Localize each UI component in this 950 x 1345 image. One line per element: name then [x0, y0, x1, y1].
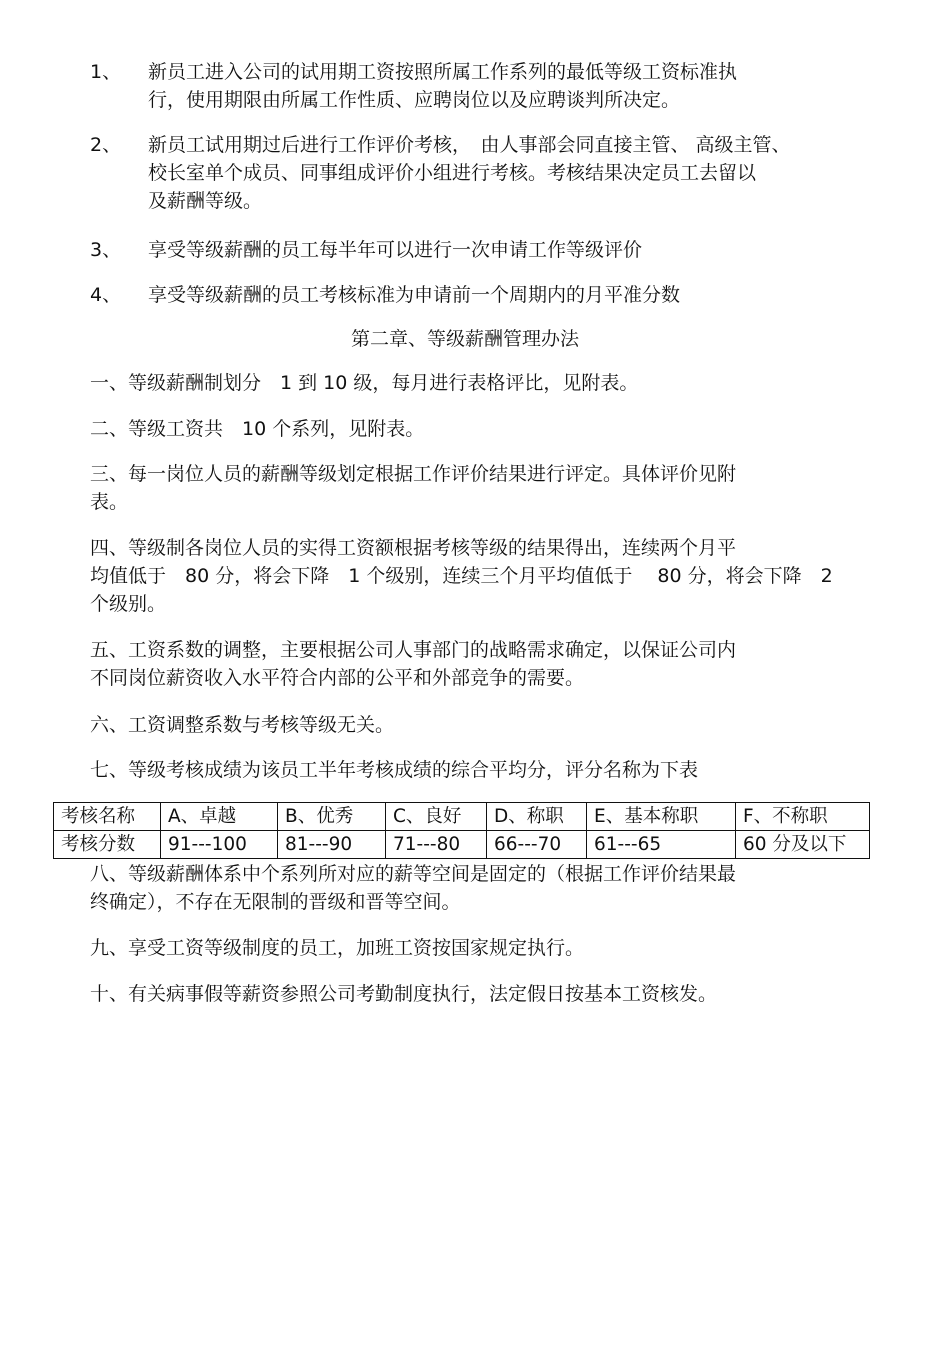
paragraph-line: 均值低于 80 分，将会下降 1 个级别，连续三个月平均值低于 80 分，将会下降 2 — [90, 565, 833, 587]
item-line: 享受等级薪酬的员工考核标准为申请前一个周期内的月平准分数 — [148, 284, 681, 306]
numbered-item — [90, 281, 870, 309]
paragraph-line: 三、每一岗位人员的薪酬等级划定根据工作评价结果进行评定。具体评价见附 — [90, 463, 737, 485]
numbered-item — [90, 58, 870, 114]
table-cell: 91---100 — [161, 831, 278, 859]
paragraph-line: 九、享受工资等级制度的员工，加班工资按国家规定执行。 — [90, 937, 585, 959]
table-cell: 考核分数 — [54, 831, 161, 859]
table-cell: E、基本称职 — [587, 803, 736, 831]
item-line: 享受等级薪酬的员工每半年可以进行一次申请工作等级评价 — [148, 239, 643, 261]
item-number: 2、 — [90, 134, 122, 156]
paragraph — [90, 860, 870, 916]
paragraph-line: 八、等级薪酬体系中个系列所对应的薪等空间是固定的（根据工作评价结果最 — [90, 863, 737, 885]
table-cell: 66---70 — [487, 831, 587, 859]
table-row — [54, 803, 870, 831]
paragraph — [90, 460, 870, 516]
paragraph — [90, 756, 870, 784]
item-line: 新员工试用期过后进行工作评价考核， 由人事部会同直接主管、 高级主管、 — [148, 134, 791, 156]
item-number: 3、 — [90, 239, 122, 261]
paragraph — [90, 415, 870, 443]
table-cell: F、不称职 — [736, 803, 870, 831]
table-cell: 71---80 — [386, 831, 487, 859]
paragraph — [90, 534, 870, 618]
table-cell: C、良好 — [386, 803, 487, 831]
table-cell: D、称职 — [487, 803, 587, 831]
paragraph — [90, 980, 870, 1008]
paragraph-line: 十、有关病事假等薪资参照公司考勤制度执行，法定假日按基本工资核发。 — [90, 983, 718, 1005]
paragraph-line: 二、等级工资共 10 个系列，见附表。 — [90, 418, 425, 440]
paragraph-line: 终确定），不存在无限制的晋级和晋等空间。 — [90, 891, 461, 913]
paragraph — [90, 934, 870, 962]
table-cell: 60 分及以下 — [736, 831, 870, 859]
paragraph-line: 一、等级薪酬制划分 1 到 10 级，每月进行表格评比，见附表。 — [90, 372, 639, 394]
paragraph-line: 个级别。 — [90, 593, 167, 615]
paragraph-line: 表。 — [90, 491, 129, 513]
table-cell: B、优秀 — [278, 803, 386, 831]
paragraph-line: 四、等级制各岗位人员的实得工资额根据考核等级的结果得出，连续两个月平 — [90, 537, 737, 559]
item-line: 新员工进入公司的试用期工资按照所属工作系列的最低等级工资标准执 — [148, 61, 738, 83]
numbered-item — [90, 131, 870, 215]
table-cell: 61---65 — [587, 831, 736, 859]
paragraph — [90, 369, 870, 397]
item-line: 行，使用期限由所属工作性质、应聘岗位以及应聘谈判所决定。 — [148, 89, 681, 111]
paragraph-line: 五、工资系数的调整，主要根据公司人事部门的战略需求确定，以保证公司内 — [90, 639, 737, 661]
item-number: 1、 — [90, 61, 122, 83]
item-line: 校长室单个成员、同事组成评价小组进行考核。考核结果决定员工去留以 — [148, 162, 757, 184]
paragraph-line: 六、工资调整系数与考核等级无关。 — [90, 714, 395, 736]
table-cell: A、卓越 — [161, 803, 278, 831]
grade-table — [53, 802, 870, 859]
paragraph-line: 不同岗位薪资收入水平符合内部的公平和外部竞争的需要。 — [90, 667, 585, 689]
paragraph-line: 七、等级考核成绩为该员工半年考核成绩的综合平均分，评分名称为下表 — [90, 759, 699, 781]
numbered-item — [90, 236, 870, 264]
item-line: 及薪酬等级。 — [148, 190, 263, 212]
paragraph — [90, 711, 870, 739]
table-cell: 考核名称 — [54, 803, 161, 831]
item-number: 4、 — [90, 284, 122, 306]
chapter-title: 第二章、等级薪酬管理办法 — [350, 328, 579, 350]
table-row — [54, 831, 870, 859]
table-cell: 81---90 — [278, 831, 386, 859]
paragraph — [90, 636, 870, 692]
